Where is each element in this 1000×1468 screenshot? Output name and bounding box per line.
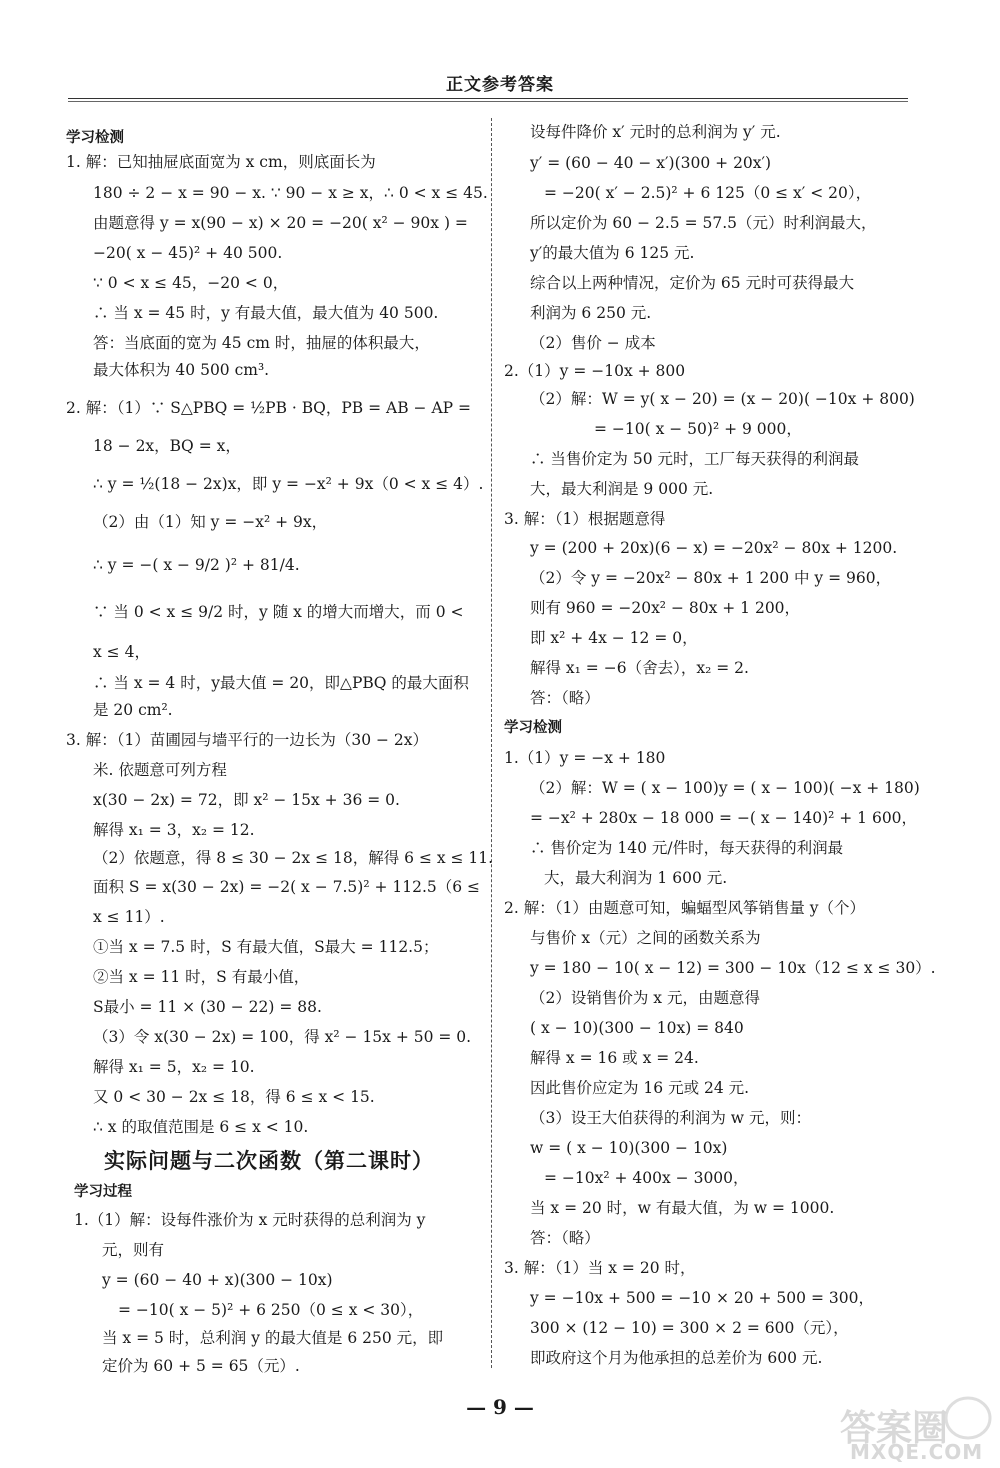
text-line: = −x² + 280x − 18 000 = −( x − 140)² + 1 600， [530,809,918,827]
watermark-bottom-text: MXQE.COM [850,1440,984,1464]
site-watermark-logo [818,1392,998,1464]
text-line: ∴ 当 x = 45 时，y 有最大值，最大值为 40 500. [93,304,439,322]
text-line: （3）设王大伯获得的利润为 w 元，则： [530,1109,811,1127]
text-line: 大，最大利润为 1 600 元. [544,869,728,887]
text-line: 3. 解：（1）苗圃园与墙平行的一边长为（30 − 2x） [66,731,428,749]
watermark-top-text: 答案圈 [840,1408,949,1449]
text-line: 2.（1）y = −10x + 800 [504,362,686,380]
text-line: = −20( x′ − 2.5)² + 6 125（0 ≤ x′ < 20）， [544,184,872,202]
text-line: （2）售价 − 成本 [530,334,656,352]
text-line: （2）解：W = ( x − 100)y = ( x − 100)( −x + 180) [530,779,920,797]
text-line: = −10( x − 50)² + 9 000， [594,420,802,438]
text-line: 答：（略） [530,1229,600,1247]
text-line: S最小 = 11 × (30 − 22) = 88. [93,998,322,1016]
text-line: y = (200 + 20x)(6 − x) = −20x² − 80x + 1200. [530,539,898,557]
text-line: ①当 x = 7.5 时，S 有最大值，S最大 = 112.5； [93,938,439,956]
text-line: 300 × (12 − 10) = 300 × 2 = 600（元）， [530,1319,849,1337]
text-line: 当 x = 5 时，总利润 y 的最大值是 6 250 元，即 [102,1329,444,1347]
text-line: （2）令 y = −20x² − 80x + 1 200 中 y = 960， [530,569,892,587]
text-line: 2. 解：（1）由题意可知，蝙蝠型风筝销售量 y（个） [504,899,866,917]
text-line: 1.（1）y = −x + 180 [504,749,666,767]
column-divider [491,118,492,1368]
text-line: 米. 依题意可列方程 [93,761,227,779]
text-line: 即 x² + 4x − 12 = 0， [530,629,698,647]
page-number: — 9 — [466,1395,534,1419]
text-line: 大，最大利润是 9 000 元. [530,480,714,498]
text-line: 答：当底面的宽为 45 cm 时，抽屉的体积最大， [93,334,430,352]
text-line: 解得 x = 16 或 x = 24. [530,1049,699,1067]
text-line: 与售价 x（元）之间的函数关系为 [530,929,761,947]
text-line: 面积 S = x(30 − 2x) = −2( x − 7.5)² + 112.5（6 ≤ [93,878,481,896]
text-line: 由题意得 y = x(90 − x) × 20 = −20( x² − 90x ) = [93,214,468,232]
section-heading: 学习检测 [504,720,562,736]
text-line: = −10x² + 400x − 3000， [544,1169,749,1187]
text-line: ∴ 售价定为 140 元/件时，每天获得的利润最 [530,839,844,857]
text-line: 2. 解：（1）∵ S△PBQ = ½PB · BQ，PB = AB − AP = [66,399,472,417]
text-line: 综合以上两种情况，定价为 65 元时可获得最大 [530,274,855,292]
text-line: 3. 解：（1）当 x = 20 时， [504,1259,696,1277]
text-line: 答：（略） [530,689,600,707]
text-line: 解得 x₁ = −6（舍去），x₂ = 2. [530,659,749,677]
text-line: ②当 x = 11 时，S 有最小值， [93,968,310,986]
text-line: ∴ 当售价定为 50 元时，工厂每天获得的利润最 [530,450,860,468]
text-line: 是 20 cm². [93,701,173,719]
text-line: y′的最大值为 6 125 元. [530,244,695,262]
section-heading: 学习检测 [66,130,124,146]
text-line: 解得 x₁ = 5，x₂ = 10. [93,1058,255,1076]
text-line: x ≤ 11）. [93,908,165,926]
text-line: 利润为 6 250 元. [530,304,652,322]
text-line: y = (60 − 40 + x)(300 − 10x) [102,1271,333,1289]
text-line: 定价为 60 + 5 = 65（元）. [102,1357,300,1375]
text-line: 设每件降价 x′ 元时的总利润为 y′ 元. [530,123,781,141]
text-line: ∴ y = ½(18 − 2x)x，即 y = −x² + 9x（0 < x ≤ 4）. [93,475,484,493]
text-line: 当 x = 20 时，w 有最大值，为 w = 1000. [530,1199,835,1217]
text-line: 最大体积为 40 500 cm³. [93,361,270,379]
text-line: 因此售价应定为 16 元或 24 元. [530,1079,750,1097]
text-line: 元，则有 [102,1241,165,1259]
text-line: ∴ 当 x = 4 时，y最大值 = 20，即△PBQ 的最大面积 [93,674,469,692]
text-line: ∴ y = −( x − 9/2 )² + 81/4. [93,556,300,574]
text-line: 1. 解：已知抽屉底面宽为 x cm，则底面长为 [66,153,376,171]
text-line: ∵ 0 < x ≤ 45，−20 < 0， [93,274,289,292]
text-line: x(30 − 2x) = 72，即 x² − 15x + 36 = 0. [93,791,400,809]
text-line: 即政府这个月为他承担的总差价为 600 元. [530,1349,823,1367]
page-header-title: 正文参考答案 [446,75,554,95]
text-line: y′ = (60 − 40 − x′)(300 + 20x′) [530,154,772,172]
header-rule [68,98,908,99]
header-rule-thin [68,101,908,102]
text-line: y = −10x + 500 = −10 × 20 + 500 = 300， [530,1289,874,1307]
text-line: −20( x − 45)² + 40 500. [93,244,283,262]
text-line: 又 0 < 30 − 2x ≤ 18，得 6 ≤ x < 15. [93,1088,375,1106]
text-line: （2）设销售价为 x 元，由题意得 [530,989,760,1007]
text-line: ∴ x 的取值范围是 6 ≤ x < 10. [93,1118,309,1136]
text-line: = −10( x − 5)² + 6 250（0 ≤ x < 30）， [118,1301,424,1319]
text-line: 3. 解：（1）根据题意得 [504,510,666,528]
text-line: （2）依题意，得 8 ≤ 30 − 2x ≤ 18，解得 6 ≤ x ≤ 11. [93,849,494,867]
text-line: 所以定价为 60 − 2.5 = 57.5（元）时利润最大， [530,214,877,232]
text-line: 180 ÷ 2 − x = 90 − x. ∵ 90 − x ≥ x，∴ 0 < x ≤ 45. [93,184,488,202]
text-line: y = 180 − 10( x − 12) = 300 − 10x（12 ≤ x ≤ 30）. [530,959,936,977]
text-line: 18 − 2x，BQ = x， [93,437,241,455]
text-line: x ≤ 4， [93,643,150,661]
lesson-title: 实际问题与二次函数（第二课时） [104,1149,434,1173]
text-line: 解得 x₁ = 3，x₂ = 12. [93,821,255,839]
text-line: w = ( x − 10)(300 − 10x) [530,1139,728,1157]
text-line: （2）解：W = y( x − 20) = (x − 20)( −10x + 800) [530,390,915,408]
text-line: ( x − 10)(300 − 10x) = 840 [530,1019,744,1037]
text-line: ∵ 当 0 < x ≤ 9/2 时，y 随 x 的增大而增大，而 0 < [93,603,464,621]
text-line: 1.（1）解：设每件涨价为 x 元时获得的总利润为 y [74,1211,426,1229]
text-line: 则有 960 = −20x² − 80x + 1 200， [530,599,801,617]
text-line: （2）由（1）知 y = −x² + 9x， [93,513,328,531]
section-heading: 学习过程 [74,1184,132,1200]
text-line: （3）令 x(30 − 2x) = 100，得 x² − 15x + 50 = 0. [93,1028,472,1046]
